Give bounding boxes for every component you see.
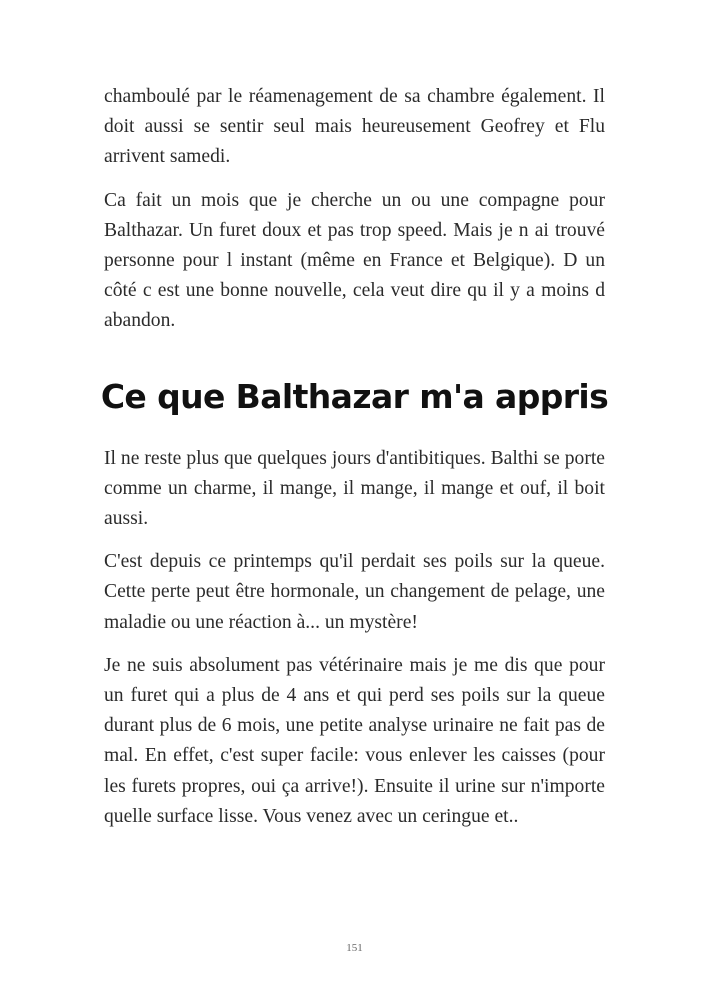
- page-content: [100, 82, 609, 845]
- paragraph: C'est depuis ce printemps qu'il perdait ses poils sur la queue. Cette perte peut être hormonale, un changement de pelage, une maladie ou une réaction à... un mystère!: [104, 551, 605, 633]
- section-heading: Ce que Balthazar m'a appris: [100, 376, 609, 416]
- paragraph: Ca fait un mois que je cherche un ou une compagne pour Balthazar. Un furet doux et pas trop speed. Mais je n ai trouvé personne pour l instant (même en France et Belgique). D un côté c est une bonne nouvelle, cela veut dire qu il y a moins d abandon.: [104, 189, 605, 332]
- paragraph: chamboulé par le réamenagement de sa chambre également. Il doit aussi se sentir seul mais heureusement Geofrey et Flu arrivent samedi.: [104, 86, 605, 168]
- paragraph: Il ne reste plus que quelques jours d'antibitiques. Balthi se porte comme un charme, il mange, il mange, il mange et ouf, il boit aussi.: [104, 447, 605, 530]
- paragraph: Je ne suis absolument pas vétérinaire mais je me dis que pour un furet qui a plus de 4 ans et qui perd ses poils sur la queue durant plus de 6 mois, une petite analyse urinaire ne fait pas de mal. En effet, c'est super facile: vous enlever les caisses (pour les furets propres, oui ça arrive!). Ensuite il urine sur n'importe quelle surface lisse. Vous venez avec un ceringue et..: [104, 654, 605, 827]
- page-number: 151: [346, 942, 363, 954]
